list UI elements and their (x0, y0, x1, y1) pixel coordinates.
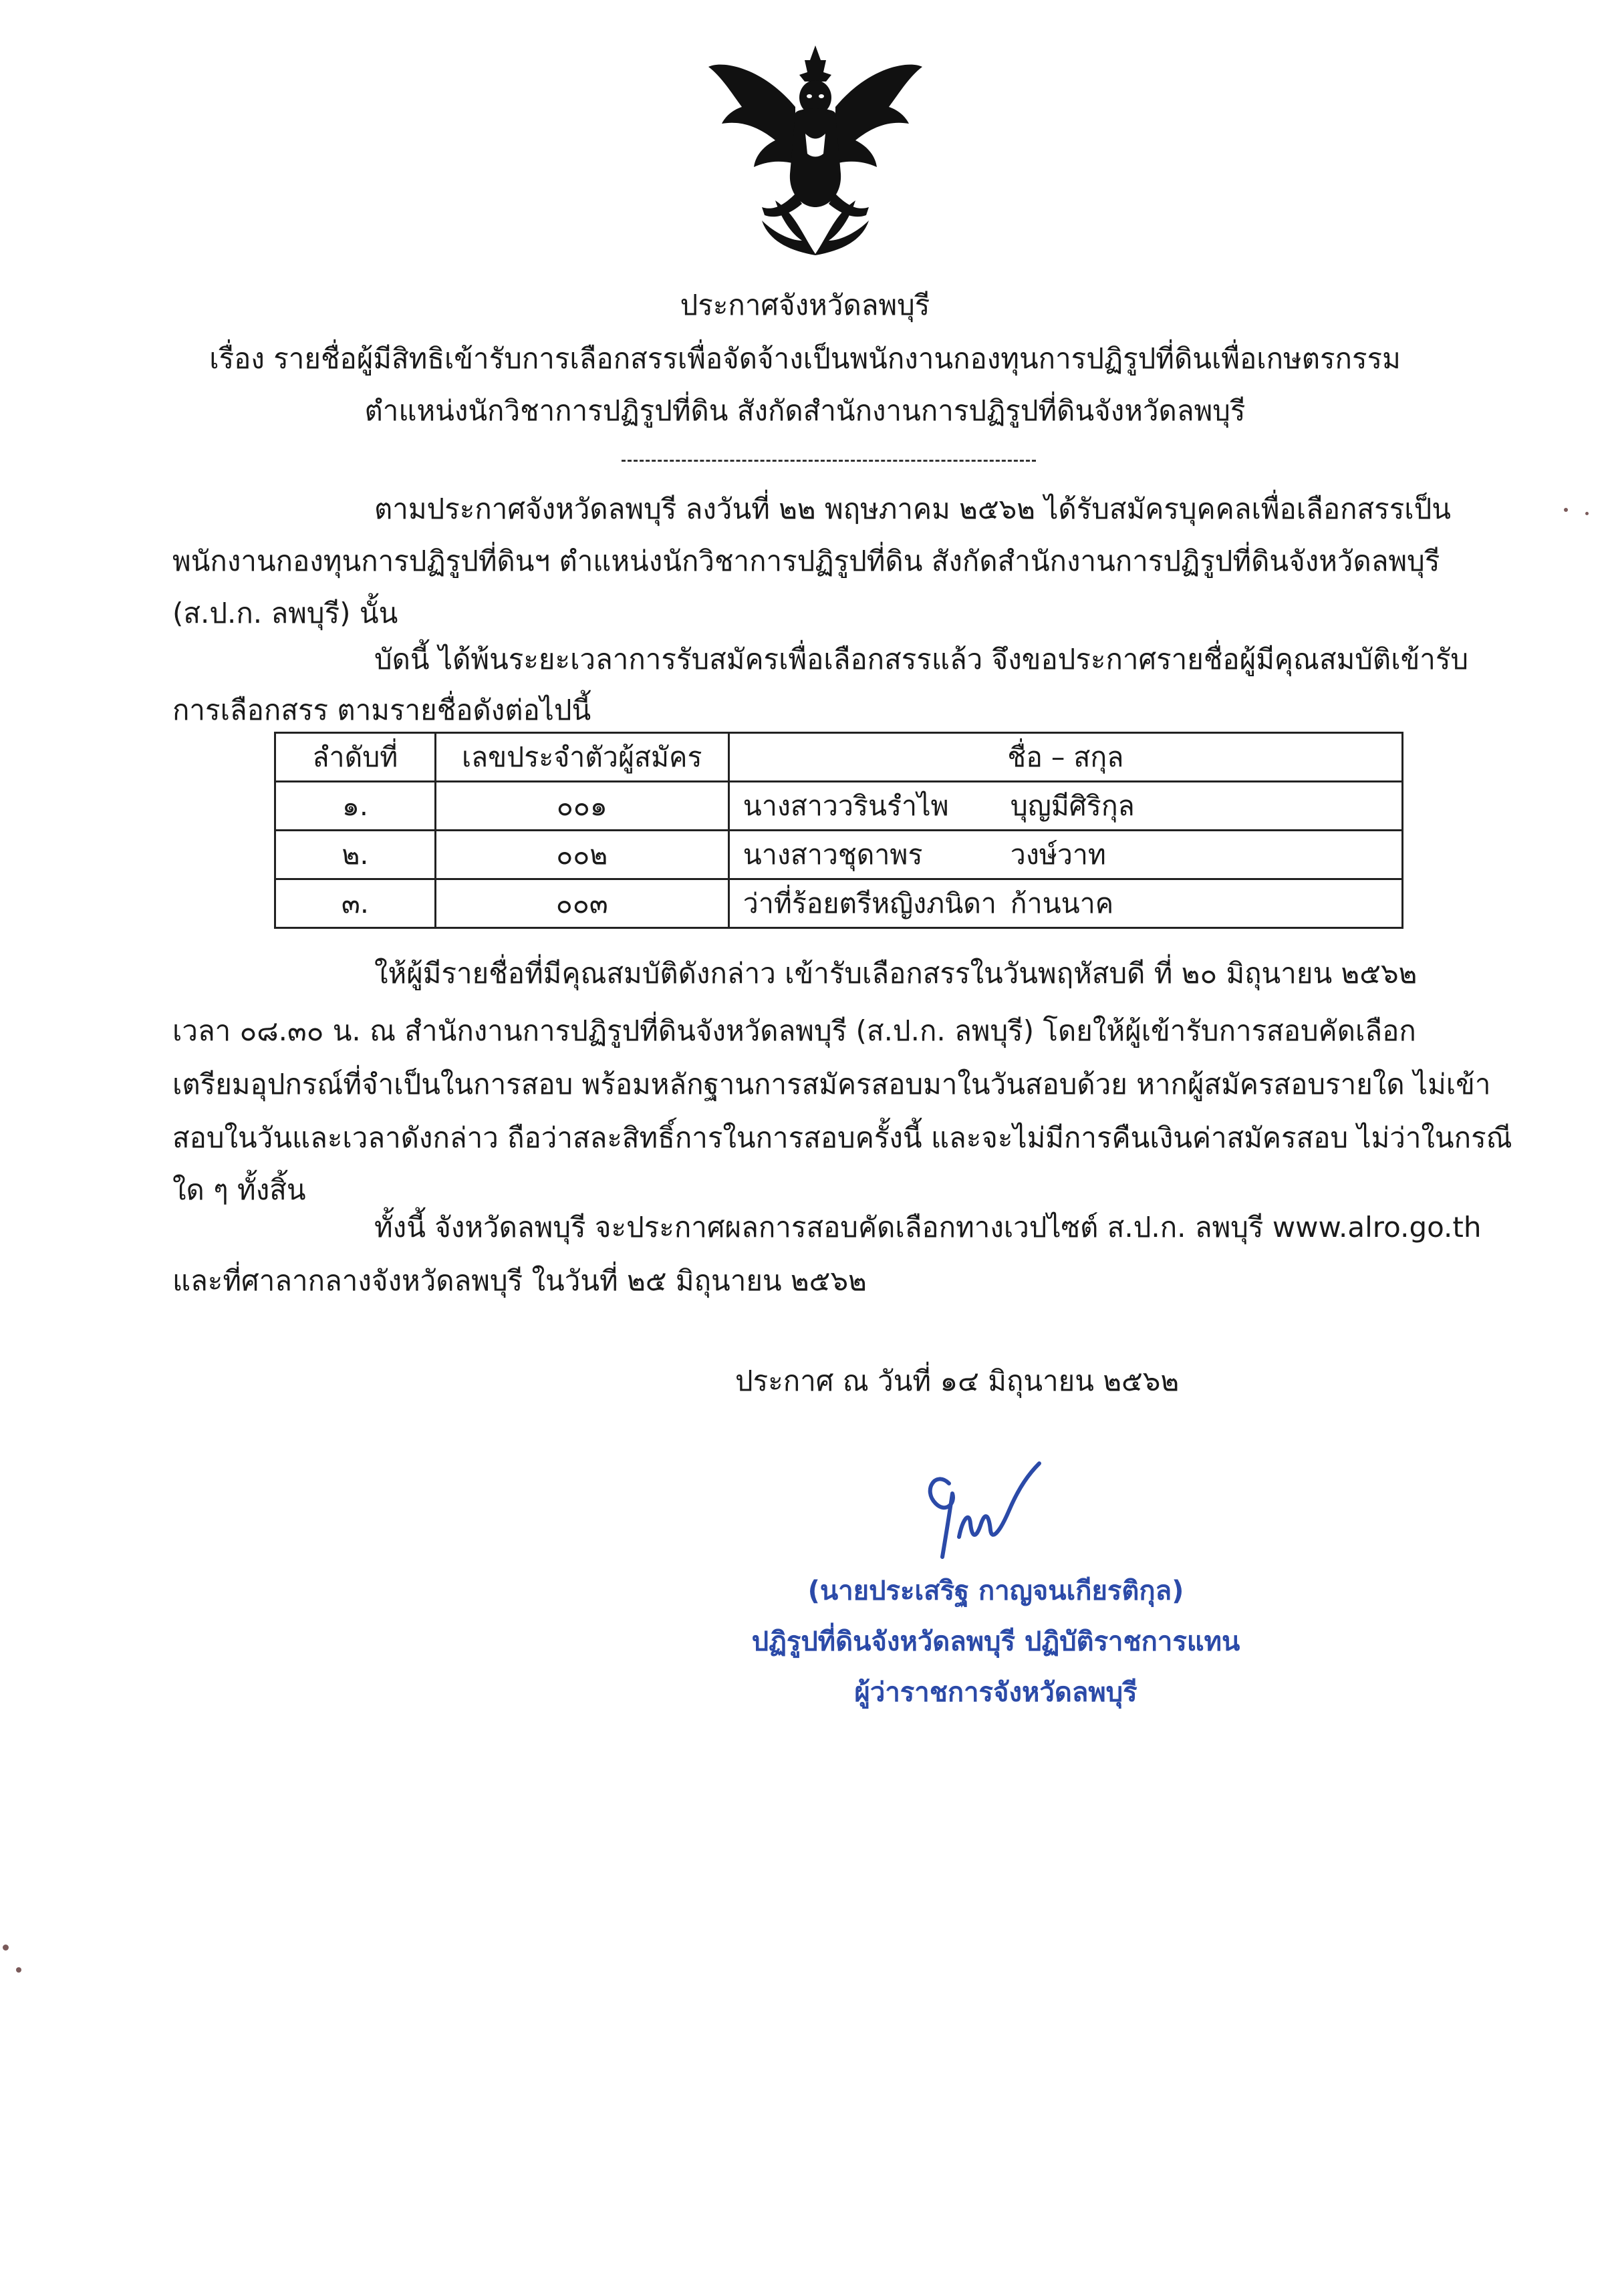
body-paragraph-3-line2: เวลา ๐๘.๓๐ น. ณ สำนักงานการปฏิรูปที่ดินจังหวัดลพบุรี (ส.ป.ก. ลพบุรี) โดยให้ผู้เข้ารับการสอบคัดเลือก (172, 1014, 1416, 1047)
cell-family-name: ก้านนาค (1010, 887, 1114, 919)
column-header-name: ชื่อ – สกุล (728, 733, 1402, 782)
announcement-title: ประกาศจังหวัดลพบุรี (680, 289, 930, 321)
handwritten-signature-icon (909, 1457, 1069, 1564)
garuda-emblem-icon (695, 40, 936, 261)
body-paragraph-4-line2: และที่ศาลากลางจังหวัดลพบุรี ในวันที่ ๒๕ มิถุนายน ๒๕๖๒ (172, 1264, 867, 1297)
cell-full-name (728, 879, 1402, 928)
scan-speck (16, 1967, 21, 1973)
table-header-row (275, 733, 1403, 782)
body-paragraph-1: ตามประกาศจังหวัดลพบุรี ลงวันที่ ๒๒ พฤษภาคม ๒๕๖๒ ได้รับสมัครบุคคลเพื่อเลือกสรรเป็น (374, 492, 1451, 525)
body-paragraph-4: ทั้งนี้ จังหวัดลพบุรี จะประกาศผลการสอบคัดเลือกทางเวปไซต์ ส.ป.ก. ลพบุรี www.alro.go.th (374, 1211, 1482, 1244)
scan-speck (1564, 508, 1568, 512)
cell-family-name: วงษ์วาท (1010, 838, 1106, 871)
signer-authority: ผู้ว่าราชการจังหวัดลพบุรี (854, 1677, 1137, 1708)
body-paragraph-3-line4: สอบในวันและเวลาดังกล่าว ถือว่าสละสิทธิ์การในการสอบครั้งนี้ และจะไม่มีการคืนเงินค่าสมัครสอบ ไม่ว่าในกรณี (172, 1121, 1512, 1154)
cell-applicant-id: ๐๐๑ (435, 782, 728, 831)
table-row (275, 831, 1403, 879)
cell-applicant-id: ๐๐๒ (435, 831, 728, 879)
announcement-subject: เรื่อง รายชื่อผู้มีสิทธิเข้ารับการเลือกสรรเพื่อจัดจ้างเป็นพนักงานกองทุนการปฏิรูปที่ดินเพื่อเกษตรกรรม (209, 342, 1401, 375)
cell-given-name: ว่าที่ร้อยตรีหญิงภนิดา (743, 887, 996, 919)
cell-full-name (728, 782, 1402, 831)
cell-order: ๒. (275, 831, 436, 879)
candidate-table (274, 732, 1403, 929)
body-paragraph-2: บัดนี้ ได้พ้นระยะเวลาการรับสมัครเพื่อเลือกสรรแล้ว จึงขอประกาศรายชื่อผู้มีคุณสมบัติเข้ารับ (374, 643, 1469, 676)
scan-speck (1585, 512, 1589, 515)
signer-position: ปฏิรูปที่ดินจังหวัดลพบุรี ปฏิบัติราชการแทน (751, 1626, 1240, 1657)
body-paragraph-1-line3: (ส.ป.ก. ลพบุรี) นั้น (172, 597, 398, 629)
column-header-order: ลำดับที่ (275, 733, 436, 782)
cell-family-name: บุญมีศิริกุล (1010, 789, 1135, 822)
scan-speck (3, 1945, 9, 1951)
cell-full-name (728, 831, 1402, 879)
body-paragraph-3-line3: เตรียมอุปกรณ์ที่จำเป็นในการสอบ พร้อมหลักฐานการสมัครสอบมาในวันสอบด้วย หากผู้สมัครสอบรายใด ไม่เข้า (172, 1068, 1491, 1101)
body-paragraph-1-line2: พนักงานกองทุนการปฏิรูปที่ดินฯ ตำแหน่งนักวิชาการปฏิรูปที่ดิน สังกัดสำนักงานการปฏิรูปที่ดินจังหวัดลพบุรี (172, 545, 1440, 577)
announcement-subject-line2: ตำแหน่งนักวิชาการปฏิรูปที่ดิน สังกัดสำนักงานการปฏิรูปที่ดินจังหวัดลพบุรี (364, 394, 1246, 427)
table-row (275, 879, 1403, 928)
cell-order: ๓. (275, 879, 436, 928)
cell-given-name: นางสาววรินรำไพ (743, 789, 949, 822)
body-paragraph-3-line5: ใด ๆ ทั้งสิ้น (172, 1173, 306, 1206)
cell-order: ๑. (275, 782, 436, 831)
column-header-applicant-id: เลขประจำตัวผู้สมัคร (435, 733, 728, 782)
cell-given-name: นางสาวชุดาพร (743, 838, 923, 871)
table-row (275, 782, 1403, 831)
announcement-date: ประกาศ ณ วันที่ ๑๔ มิถุนายน ๒๕๖๒ (735, 1365, 1180, 1397)
signer-name: (นายประเสริฐ กาญจนเกียรติกุล) (807, 1576, 1184, 1606)
body-paragraph-2-line2: การเลือกสรร ตามรายชื่อดังต่อไปนี้ (172, 694, 591, 726)
title-divider (622, 460, 1036, 462)
cell-applicant-id: ๐๐๓ (435, 879, 728, 928)
body-paragraph-3: ให้ผู้มีรายชื่อที่มีคุณสมบัติดังกล่าว เข้ารับเลือกสรรในวันพฤหัสบดี ที่ ๒๐ มิถุนายน ๒๕๖๒ (374, 957, 1418, 990)
